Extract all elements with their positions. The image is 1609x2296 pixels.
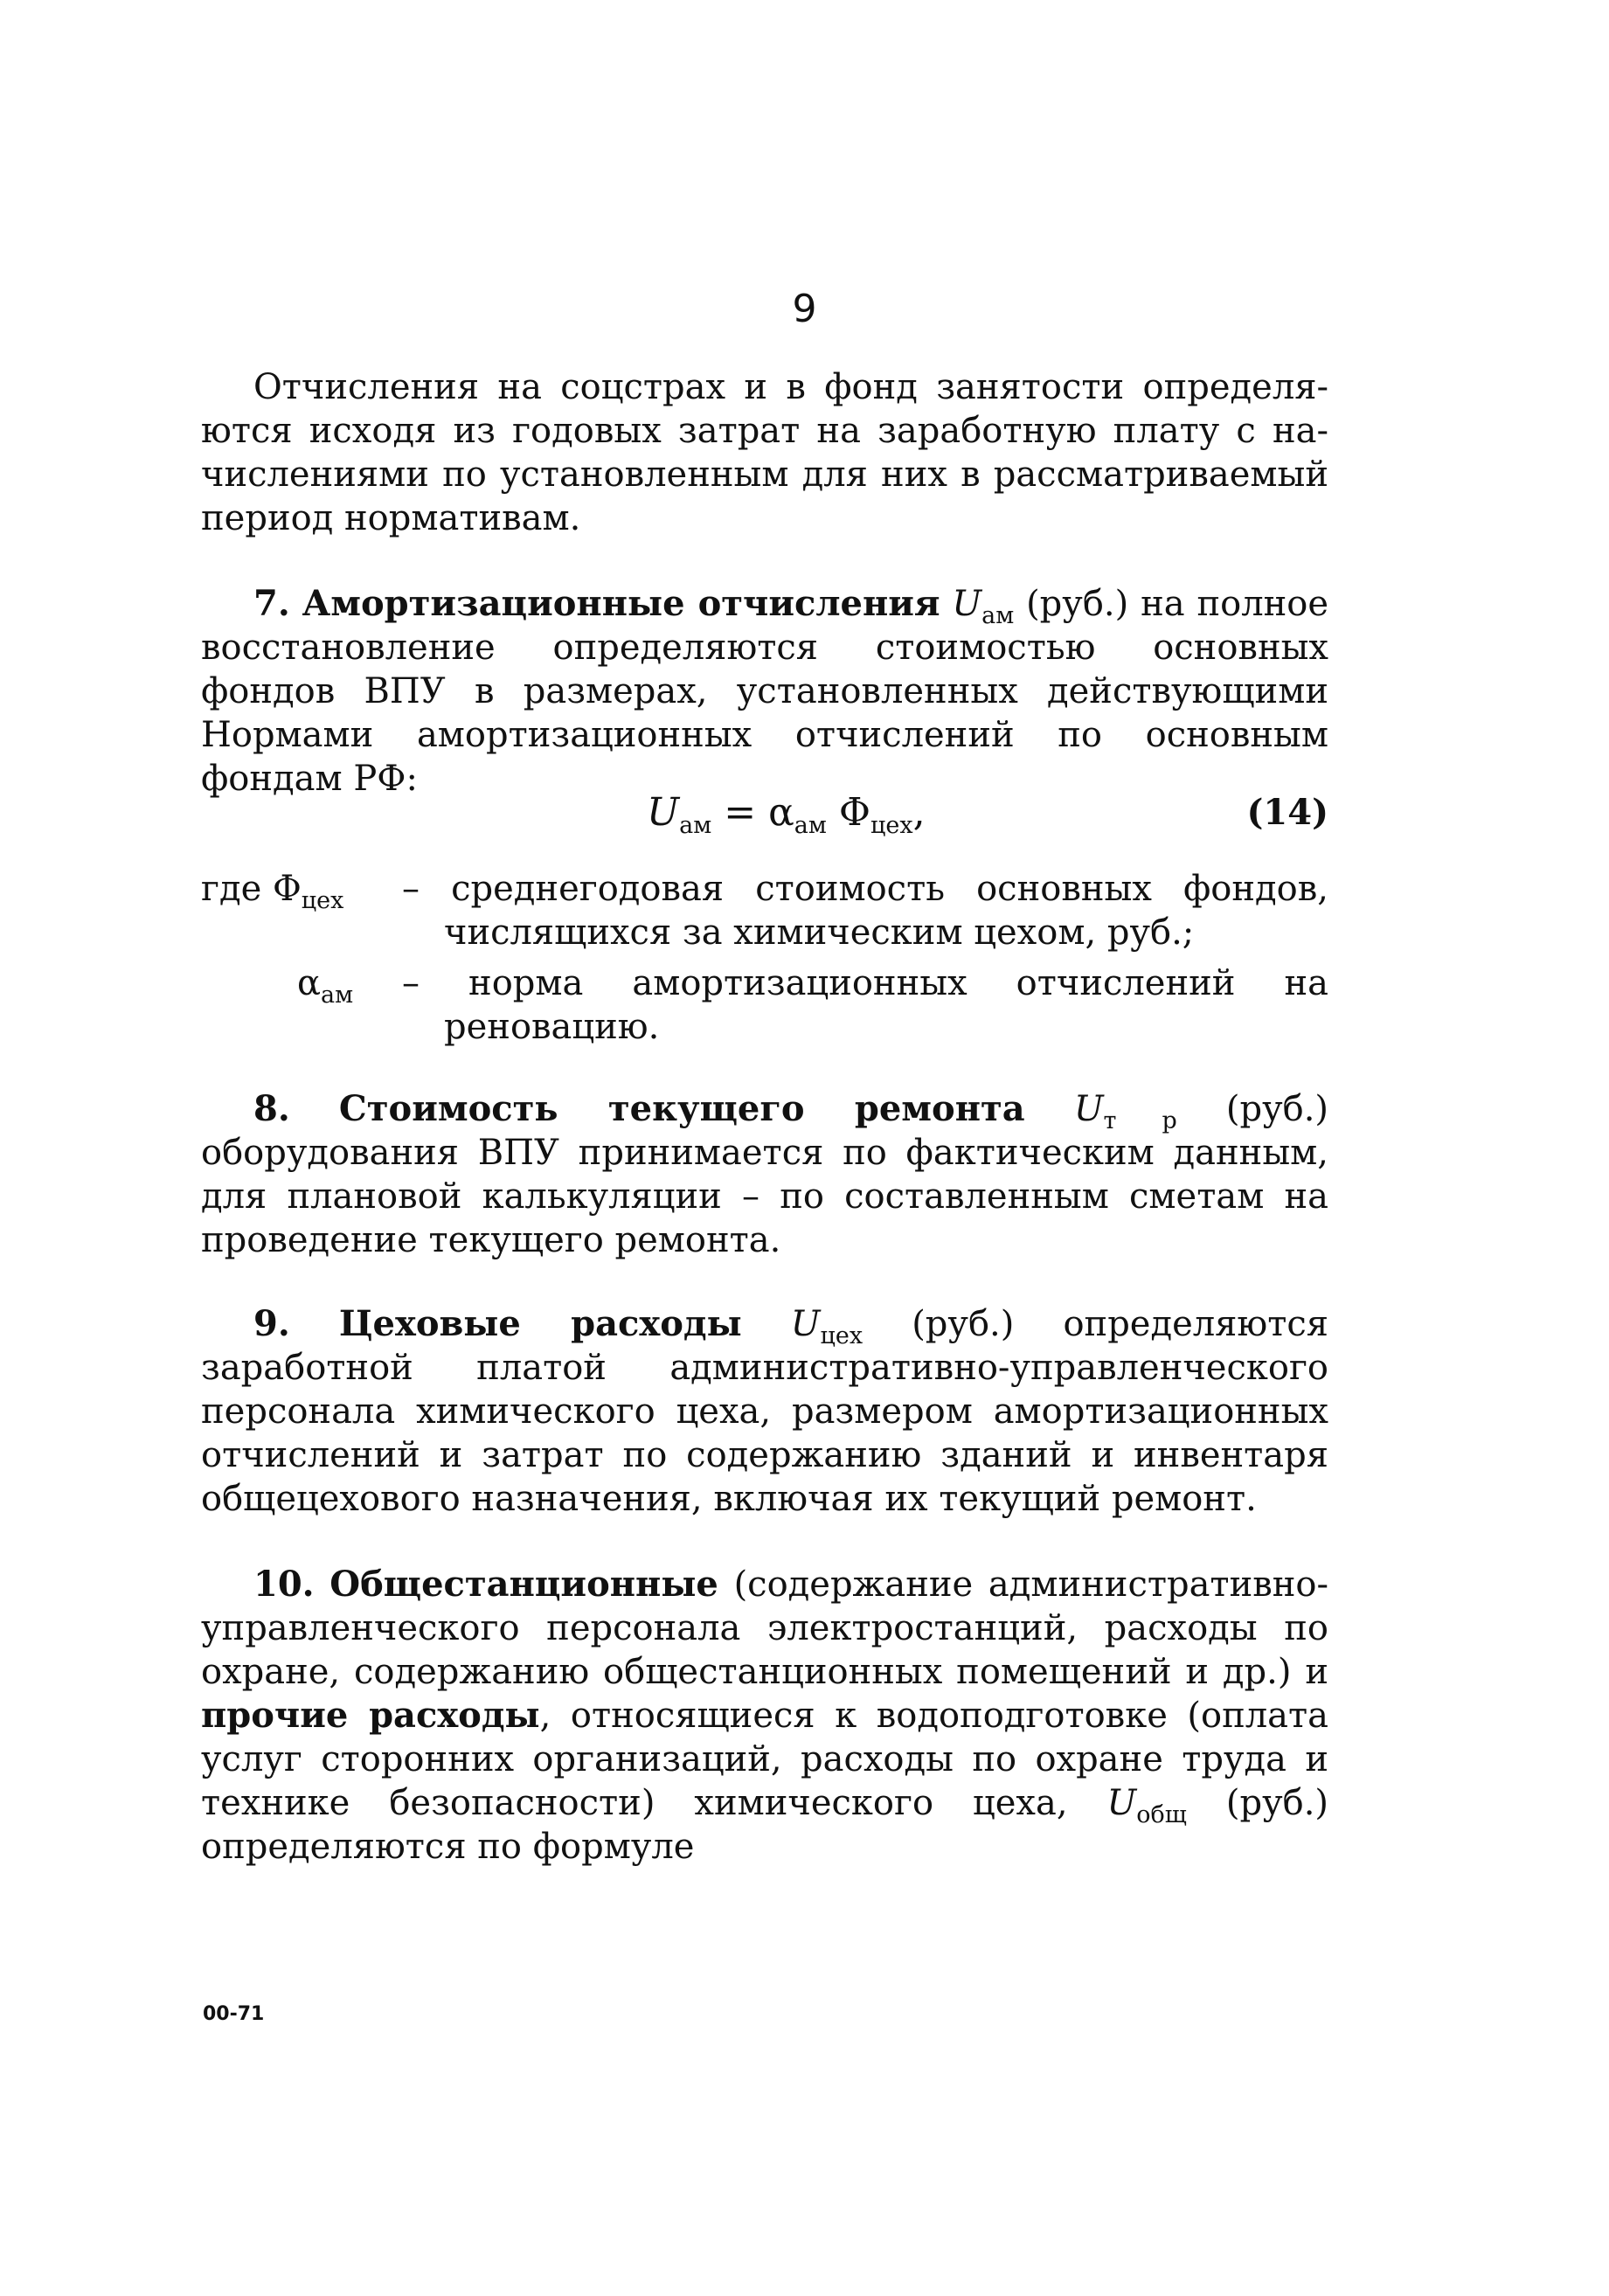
definition-phi-text: среднегодовая стоимость основных фондов, числящихся за химическим цехом, руб.; [444, 869, 1328, 953]
definition-phi-dash: – [402, 869, 420, 909]
intro-text [201, 365, 1328, 540]
definition-alpha-sub: ам [321, 982, 354, 1009]
definition-alpha-body [402, 961, 1328, 1049]
section-8 [201, 1087, 1328, 1262]
section-10 [201, 1563, 1328, 1869]
section-7-heading: Амортизационные отчисления [302, 583, 940, 624]
formula-phi-sub: цех [870, 812, 913, 839]
section-10-heading-2: прочие расходы [201, 1695, 540, 1736]
section-9-text [201, 1302, 1328, 1521]
definition-phi-body [402, 867, 1328, 954]
formula-alpha: α [768, 790, 794, 835]
definition-phi-sub: цех [301, 887, 344, 914]
section-10-body-c: (руб.) определяются по формуле [201, 1783, 1329, 1867]
definitions-block [201, 867, 1328, 1049]
section-8-heading: Стоимость текущего ремонта [338, 1088, 1025, 1129]
definition-alpha-symbol: α [297, 963, 322, 1003]
section-8-symbol: U [1073, 1089, 1104, 1129]
formula-equals: = [724, 790, 757, 835]
section-7-number: 7. [253, 583, 290, 624]
formula-alpha-sub: ам [794, 812, 827, 839]
definition-alpha [201, 961, 1328, 1049]
section-10-text [201, 1563, 1328, 1869]
formula-14-row [201, 791, 1328, 843]
section-9-heading: Цеховые расходы [338, 1303, 742, 1344]
intro-line-1: Отчисления на соцстрах и в фонд занятости определя- [253, 367, 1328, 407]
section-7 [201, 582, 1328, 801]
definition-phi [201, 867, 1328, 954]
intro-line-2: ются исходя из годовых затрат на заработную плату с на- [201, 411, 1328, 451]
section-7-symbol: U [952, 584, 982, 624]
definition-phi-symbol: Φ [272, 869, 302, 909]
section-10-heading: Общестанционные [329, 1564, 718, 1605]
section-10-body-a: (содержание административно-управленческого персонала электростанций, расходы по охране, содержанию общестанционных помещений и др.) и [201, 1564, 1328, 1692]
intro-line-3: числениями по установленным для них в рассматриваемый [201, 454, 1328, 495]
formula-phi: Φ [838, 790, 870, 835]
where-label: где [201, 869, 262, 909]
page-number: 9 [792, 287, 817, 331]
intro-paragraph [201, 365, 1328, 540]
section-8-number: 8. [253, 1088, 290, 1129]
definition-phi-term [201, 867, 344, 914]
definition-alpha-dash: – [402, 963, 420, 1003]
section-7-body: (руб.) на полное восстановление определяются стоимостью основных фондов ВПУ в размерах, установленных действующими Нормами амортизационных отчислений по основным фондам РФ: [201, 584, 1329, 799]
section-10-body-b: , относящиеся к водоподготовке (оплата услуг сторонних организаций, расходы по охране труда и технике безопасности) химического цеха, [201, 1696, 1329, 1823]
section-7-text [201, 582, 1328, 801]
section-8-body: (руб.) оборудования ВПУ принимается по фактическим данным, для плановой калькуляции – по составленным сметам на проведение текущего ремонта. [201, 1089, 1329, 1260]
section-9-symbol-sub: цех [820, 1322, 863, 1349]
section-8-symbol-sub: т р [1103, 1107, 1177, 1134]
formula-14-number: (14) [1246, 792, 1328, 833]
section-9-symbol: U [790, 1304, 821, 1344]
section-7-symbol-sub: ам [981, 602, 1015, 629]
formula-lhs: U [647, 790, 680, 835]
formula-tail: , [912, 790, 926, 835]
section-9 [201, 1302, 1328, 1521]
section-9-body: (руб.) определяются заработной платой административно-управленческого персонала химического цеха, размером амортизационных отчислений и затрат по содержанию зданий и инвентаря общецехового назначения, включая их текущий ремонт. [201, 1304, 1329, 1519]
section-10-number: 10. [253, 1564, 315, 1605]
section-10-symbol-sub: общ [1136, 1801, 1187, 1828]
formula-14 [201, 791, 1328, 843]
definition-alpha-term [297, 961, 354, 1009]
section-8-text [201, 1087, 1328, 1262]
footer-code: 00-71 [203, 2003, 265, 2025]
formula-lhs-sub: ам [679, 812, 712, 839]
section-9-number: 9. [253, 1303, 290, 1344]
definition-alpha-text: норма амортизационных отчислений на реновацию. [444, 963, 1328, 1047]
intro-line-4: период нормативам. [201, 498, 581, 538]
section-10-symbol: U [1106, 1783, 1137, 1823]
formula-14-expression [647, 790, 926, 839]
